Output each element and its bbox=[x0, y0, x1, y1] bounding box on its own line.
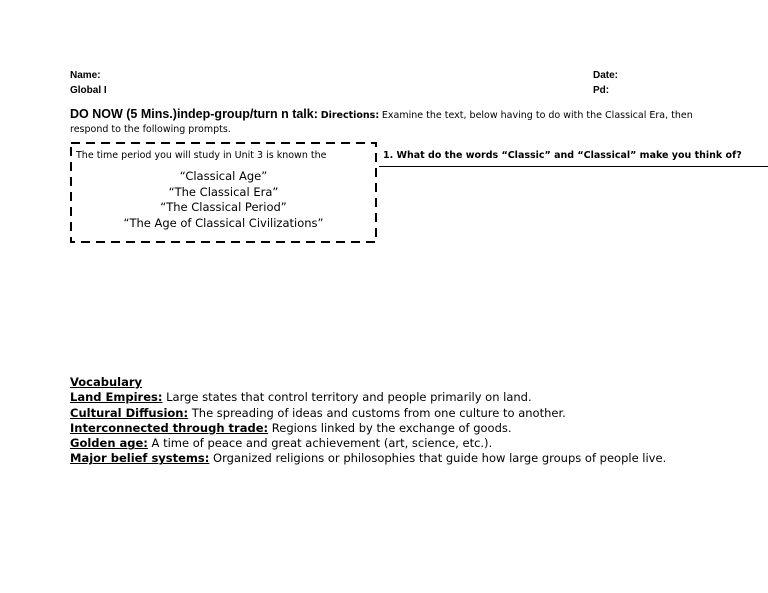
classical-era-text-box bbox=[70, 142, 377, 243]
vocab-item bbox=[70, 421, 750, 436]
vocab-term: Cultural Diffusion: bbox=[70, 405, 189, 420]
era-term: “The Classical Era” bbox=[168, 184, 279, 199]
directions-label: Directions: bbox=[320, 110, 380, 121]
answer-line[interactable] bbox=[379, 166, 768, 167]
vocab-term: Land Empires: bbox=[70, 390, 163, 405]
era-term: “Classical Age” bbox=[179, 169, 268, 183]
do-now-heading: DO NOW (5 Mins.)indep-group/turn n talk: bbox=[70, 107, 318, 121]
vocab-item bbox=[70, 451, 750, 466]
vocabulary-section bbox=[70, 375, 750, 467]
vocab-definition: Large states that control territory and people primarily on land. bbox=[162, 390, 532, 405]
vocab-definition: Regions linked by the exchange of goods. bbox=[268, 420, 512, 435]
era-term: “The Age of Classical Civilizations” bbox=[123, 215, 324, 230]
directions-text: Examine the text, below having to do with the Classical Era, then respond to the following prompts. bbox=[70, 110, 693, 135]
vocab-term: Major belief systems: bbox=[70, 451, 210, 466]
question-1: 1. What do the words “Classic” and “Classical” make you think of? bbox=[383, 150, 742, 161]
vocab-item bbox=[70, 406, 750, 421]
do-now-section bbox=[70, 107, 710, 137]
vocab-term: Golden age: bbox=[70, 436, 148, 451]
vocab-term: Interconnected through trade: bbox=[70, 420, 269, 435]
class-label: Global I bbox=[70, 85, 107, 96]
vocab-definition: The spreading of ideas and customs from one culture to another. bbox=[188, 405, 566, 420]
vocab-item bbox=[70, 436, 750, 451]
date-label: Date: bbox=[593, 70, 619, 81]
vocab-definition: A time of peace and great achievement (art, science, etc.). bbox=[147, 436, 493, 451]
box-intro-text: The time period you will study in Unit 3 is known the bbox=[76, 150, 327, 161]
period-label: Pd: bbox=[593, 85, 610, 96]
vocab-definition: Organized religions or philosophies that guide how large groups of people live. bbox=[209, 451, 667, 466]
vocabulary-title: Vocabulary bbox=[70, 375, 143, 389]
name-label: Name: bbox=[70, 70, 101, 81]
vocab-item bbox=[70, 390, 750, 405]
era-term: “The Classical Period” bbox=[160, 200, 287, 214]
era-terms-list bbox=[70, 169, 377, 231]
